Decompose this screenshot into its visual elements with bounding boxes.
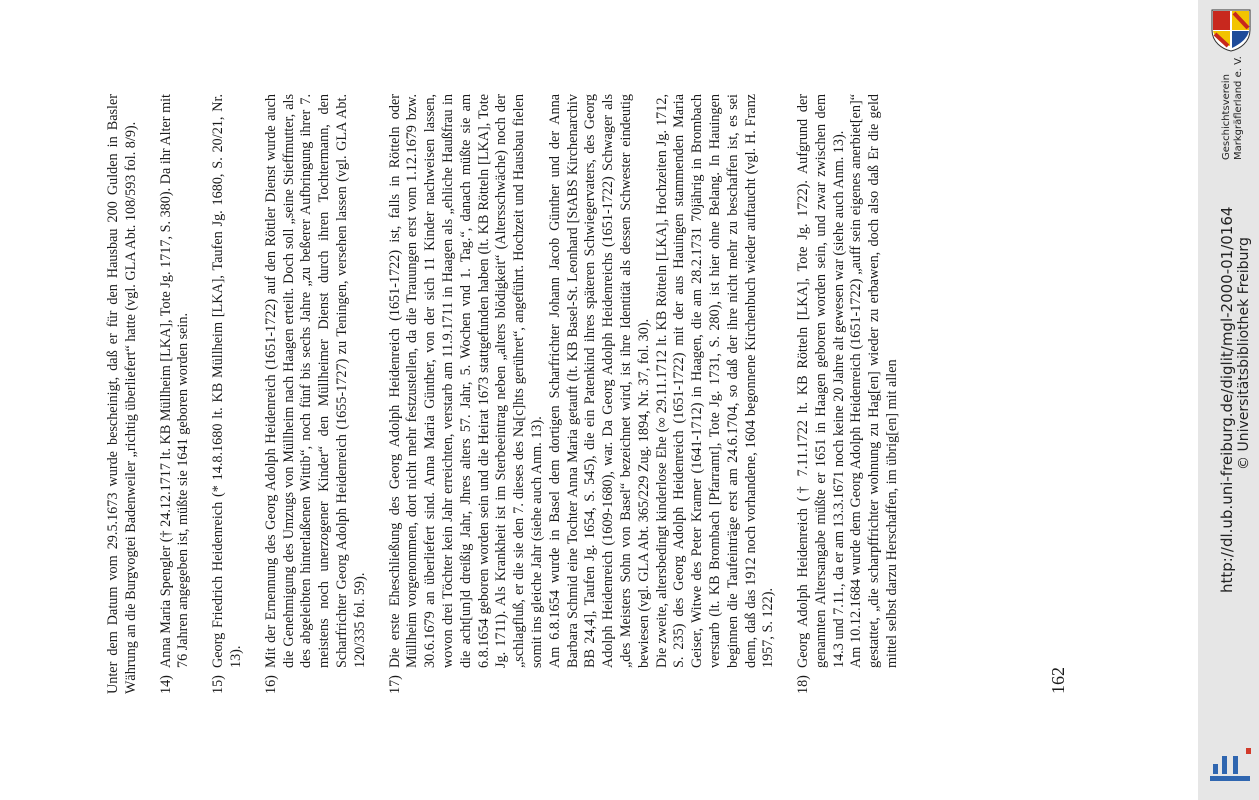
- viewer-sidebar: [1198, 0, 1259, 800]
- footnote-body: [210, 94, 246, 668]
- footnote: [263, 94, 370, 694]
- footnote-text-block: [105, 94, 919, 694]
- society-name-line2: Markgräflerland e. V.: [1233, 56, 1244, 160]
- footnote-text: Die erste Eheschließung des Georg Adolph Heidenreich (1651-1722) ist, falls in Rötteln oder Müllheim vorgenommen, dort nicht mehr festzustellen, da die Trauungen erst vom 1.12.1679 bzw. 30.6.1679 an überliefert sind. Anna Maria Günther, von der sich 11 Kinder nachweisen lassen, wovon drei Töchter kein Jahr erreichten, verstarb am 11.9.1711 in Haagen als „ehliche Haußfrau in die acht[un]d dreißig Jahr, Jhres alters 57. Jahr, 5. Wochen vnd 1. Tag.“, danach müßte sie am 6.8.1654 geboren worden sein und die Heirat 1673 stattgefunden haben (lt. KB Rötteln [LKA], Tote Jg. 1711). Als Krankheit ist im Sterbeeintrag neben „alters blödigkeit“ (Altersschwäche) noch der „schlagfluß, er die sie den 7. dieses des Na[c]hts gerühret“, angeführt. Hochzeit und Hausbau fielen somit ins gleiche Jahr (siehe auch Anm. 13).: [386, 94, 545, 668]
- footnote-number: 17): [386, 675, 403, 694]
- footnote-number: 14): [157, 675, 174, 694]
- footnote: [158, 94, 194, 694]
- footnote-number: 18): [795, 675, 812, 694]
- footnote-body: [387, 94, 779, 668]
- footnote-number: 15): [210, 675, 227, 694]
- ub-freiburg-logo-icon: [1206, 742, 1254, 790]
- page-number: 162: [1048, 667, 1068, 694]
- permalink-url[interactable]: http://dl.ub.uni-freiburg.de/diglit/mgl-2000-01/0164: [1218, 206, 1236, 593]
- footnote-number: 16): [262, 675, 279, 694]
- footnote-text: Am 10.12.1684 wurde dem Georg Adolph Heidenreich (1651-1722) „auff sein eigenes anerbiet[en]“ gestattet, „die scharpffrichter wohnung zu Hag[en] wieder zu erbawen, doch also daß Er die geld mittel selbst darzu Herschaffen, im übrig[en] mit allen: [848, 94, 901, 668]
- footnote-text: Die zweite, altersbedingt kinderlose Ehe (∞ 29.11.1712 lt. KB Rötteln [LKA], Hochzeiten Jg. 1712, S. 235) des Georg Adolph Heidenreich (1651-1722) mit der aus Hauingen stammenden Maria Geiser, Witwe des Peter Kramer (1641-1712) in Haagen, die am 28.2.1731 70jährig in Brombach verstarb (lt. KB Brombach [Pfarramt], Tote Jg. 1731, S. 280), ist hier ohne Belang. In Hauingen beginnen die Taufeinträge erst am 24.6.1704, so daß der ihre nicht mehr zu beschaffen ist, es sei denn, daß das 1912 noch vorhandene, 1604 begonnene Kirchenbuch wieder auftaucht (vgl. H. Franz 1957, S. 122).: [653, 94, 777, 668]
- footnote-text: Georg Adolph Heidenreich († 7.11.1722 lt. KB Rötteln [LKA], Tote Jg. 1722). Aufgrund der genannten Altersangabe müßte er 1651 in Haagen geboren worden sein, und zwar zwischen dem 14.3 und 7.11., da er am 13.3.1671 noch keine 20 Jahre alt gewesen war (siehe auch Anm. 13).: [795, 94, 847, 668]
- copyright-notice: © Universitätsbibliothek Freiburg: [1236, 237, 1252, 470]
- footnote: [210, 94, 246, 694]
- footnote-body: [795, 94, 902, 668]
- footnote-text: Anna Maria Spengler († 24.12.1717 lt. KB Müllheim [LKA], Tote Jg. 1717, S. 380). Da ihr Alter mit 76 Jahren angegeben ist, müßte sie 1641 geboren worden sein.: [157, 94, 192, 668]
- footnote-text: Georg Friedrich Heidenreich (* 14.8.1680 lt. KB Müllheim [LKA], Taufen Jg. 1680, S. 20/21, Nr. 13).: [210, 94, 244, 668]
- society-name: [1221, 56, 1245, 160]
- coat-of-arms-icon: [1208, 8, 1254, 52]
- continuation-paragraph: [105, 94, 141, 694]
- footnote: [795, 94, 902, 694]
- footnote-text: Mit der Ernennung des Georg Adolph Heidenreich (1651-1722) auf den Röttler Dienst wurde auch die Genehmigung des Umzugs von Müllheim nach Haagen erteilt. Doch soll „seine Stieffmutter, als des abgeleibten hinterlaßenen Wittib“, noch fünf bis sechs Jahre „zu beßerer Aufbringung ihrer 7. meistens noch unerzogener Kinder“ den Müllheimer Dienst durch ihren Tochtermann, den Scharfrichter Georg Adolph Heidenreich (1655-1727) zu Teningen, versehen lassen (vgl. GLA Abt. 120/335 fol. 59).: [262, 94, 368, 668]
- footnote: [387, 94, 779, 694]
- footnote-body: [263, 94, 370, 668]
- paragraph-text: Unter dem Datum vom 29.5.1673 wurde bescheinigt, daß er für den Hausbau 200 Gulden in Basler Währung an die Burgvogtei Badenweiler „richtig überliefert“ hatte (vgl. GLA Abt. 108/593 fol. 8/9).: [105, 94, 139, 694]
- society-name-line1: Geschichtsverein: [1221, 74, 1232, 160]
- footnote-text: Am 6.8.1654 wurde in Basel dem dortigen Scharfrichter Johann Jacob Günther und der Anna Barbara Schmid eine Tochter Anna Maria getauft (lt. KB Basel-St. Leonhard [StABS Kirchenarchiv BB 24,4], Taufen Jg. 1654, S. 545), die ein Patenkind ihres späteren Schwiegervaters, des Georg Adolph Heidenreich (1609-1680), war. Da Georg Adolph Heidenreichs (1651-1722) Schwager als „des Meisters Sohn von Basel“ bezeichnet wird, ist ihre Identität als dessen Schwester eindeutig bewiesen (vgl. GLA Abt. 365/229 Zug. 1894, Nr. 37, fol. 30).: [546, 94, 652, 668]
- footnote-body: [158, 94, 194, 668]
